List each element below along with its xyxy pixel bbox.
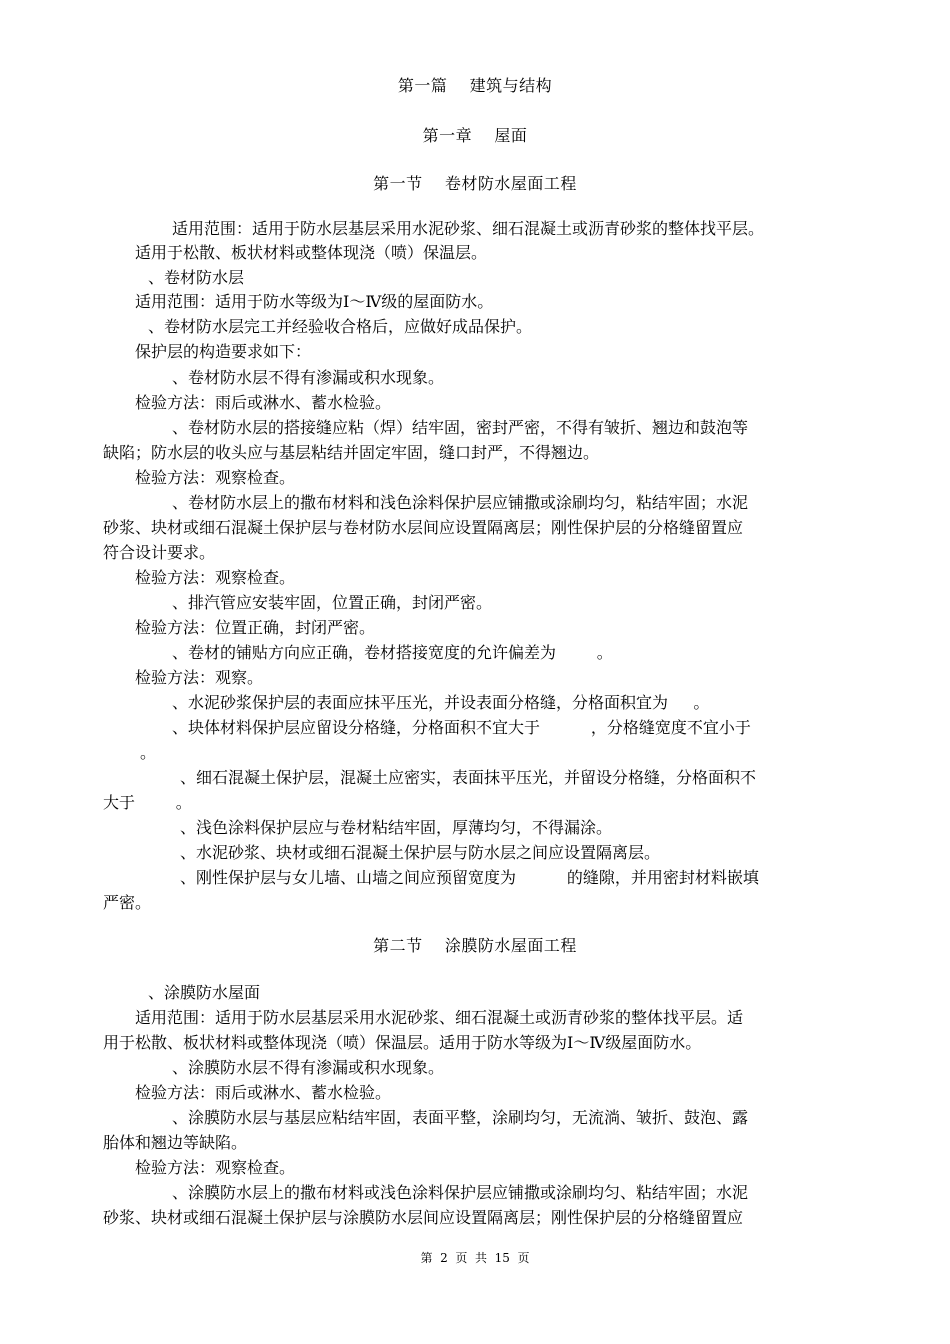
paragraph-line: 、卷材的铺贴方向应正确，卷材搭接宽度的允许偏差为 。: [172, 643, 613, 662]
paragraph-line: 适用范围：适用于防水层基层采用水泥砂浆、细石混凝土或沥青砂浆的整体找平层。适: [135, 1008, 744, 1027]
paragraph-line: 、涂膜防水层与基层应粘结牢固，表面平整，涂刷均匀，无流淌、皱折、鼓泡、露: [172, 1108, 749, 1127]
paragraph-line: 、细石混凝土保护层，混凝土应密实，表面抹平压光，并留设分格缝，分格面积不: [180, 768, 757, 787]
paragraph-line: 、水泥砂浆保护层的表面应抹平压光，并设表面分格缝，分格面积宜为 。: [172, 693, 710, 712]
paragraph-line: 、卷材防水层上的撒布材料和浅色涂料保护层应铺撒或涂刷均匀，粘结牢固；水泥: [172, 493, 749, 512]
paragraph-line: 检验方法：雨后或淋水、蓄水检验。: [135, 1083, 392, 1102]
paragraph-line: 、刚性保护层与女儿墙、山墙之间应预留宽度为 的缝隙，并用密封材料嵌填: [180, 868, 759, 887]
paragraph-line: 、涂膜防水层不得有渗漏或积水现象。: [172, 1058, 445, 1077]
paragraph-line: 、卷材防水层不得有渗漏或积水现象。: [172, 368, 445, 387]
paragraph-line: 大于 。: [103, 793, 192, 812]
paragraph-line: 检验方法：观察。: [135, 668, 264, 687]
part-title: 第一篇 建筑与结构: [397, 76, 553, 95]
paragraph-line: 适用于松散、板状材料或整体现浇（喷）保温层。: [135, 243, 488, 262]
chapter-title: 第一章 屋面: [422, 126, 528, 145]
paragraph-line: 胎体和翘边等缺陷。: [103, 1133, 248, 1152]
section-title-2: 第二节 涂膜防水屋面工程: [373, 936, 577, 955]
paragraph-line: 检验方法：观察检查。: [135, 468, 296, 487]
paragraph-line: 用于松散、板状材料或整体现浇（喷）保温层。适用于防水等级为Ⅰ～Ⅳ级屋面防水。: [103, 1033, 702, 1052]
paragraph-line: 。: [140, 743, 157, 762]
paragraph-line: 检验方法：位置正确，封闭严密。: [135, 618, 376, 637]
page-footer: 第 2 页 共 15 页: [420, 1251, 530, 1265]
paragraph-line: 保护层的构造要求如下：: [135, 342, 312, 361]
paragraph-line: 严密。: [103, 893, 152, 912]
paragraph-line: 检验方法：观察检查。: [135, 568, 296, 587]
paragraph-line: 适用范围：适用于防水层基层采用水泥砂浆、细石混凝土或沥青砂浆的整体找平层。: [172, 219, 765, 238]
section-title-1: 第一节 卷材防水屋面工程: [373, 174, 577, 193]
paragraph-line: 、卷材防水层完工并经验收合格后，应做好成品保护。: [148, 317, 533, 336]
paragraph-line: 砂浆、块材或细石混凝土保护层与涂膜防水层间应设置隔离层；刚性保护层的分格缝留置应: [103, 1208, 744, 1227]
paragraph-line: 、浅色涂料保护层应与卷材粘结牢固，厚薄均匀，不得漏涂。: [180, 818, 613, 837]
paragraph-line: 、排汽管应安装牢固，位置正确，封闭严密。: [172, 593, 493, 612]
paragraph-line: 、涂膜防水屋面: [148, 983, 261, 1002]
paragraph-line: 、卷材防水层的搭接缝应粘（焊）结牢固，密封严密，不得有皱折、翘边和鼓泡等: [172, 418, 749, 437]
paragraph-line: 、块体材料保护层应留设分格缝，分格面积不宜大于 ，分格缝宽度不宜小于: [172, 718, 751, 737]
paragraph-line: 、水泥砂浆、块材或细石混凝土保护层与防水层之间应设置隔离层。: [180, 843, 661, 862]
paragraph-line: 砂浆、块材或细石混凝土保护层与卷材防水层间应设置隔离层；刚性保护层的分格缝留置应: [103, 518, 744, 537]
paragraph-line: 适用范围：适用于防水等级为Ⅰ～Ⅳ级的屋面防水。: [135, 292, 494, 311]
paragraph-line: 、涂膜防水层上的撒布材料或浅色涂料保护层应铺撒或涂刷均匀、粘结牢固；水泥: [172, 1183, 749, 1202]
paragraph-line: 符合设计要求。: [103, 543, 216, 562]
paragraph-line: 检验方法：雨后或淋水、蓄水检验。: [135, 393, 392, 412]
paragraph-line: 检验方法：观察检查。: [135, 1158, 296, 1177]
paragraph-line: 缺陷；防水层的收头应与基层粘结并固定牢固，缝口封严，不得翘边。: [103, 443, 600, 462]
paragraph-line: 、卷材防水层: [148, 268, 245, 287]
